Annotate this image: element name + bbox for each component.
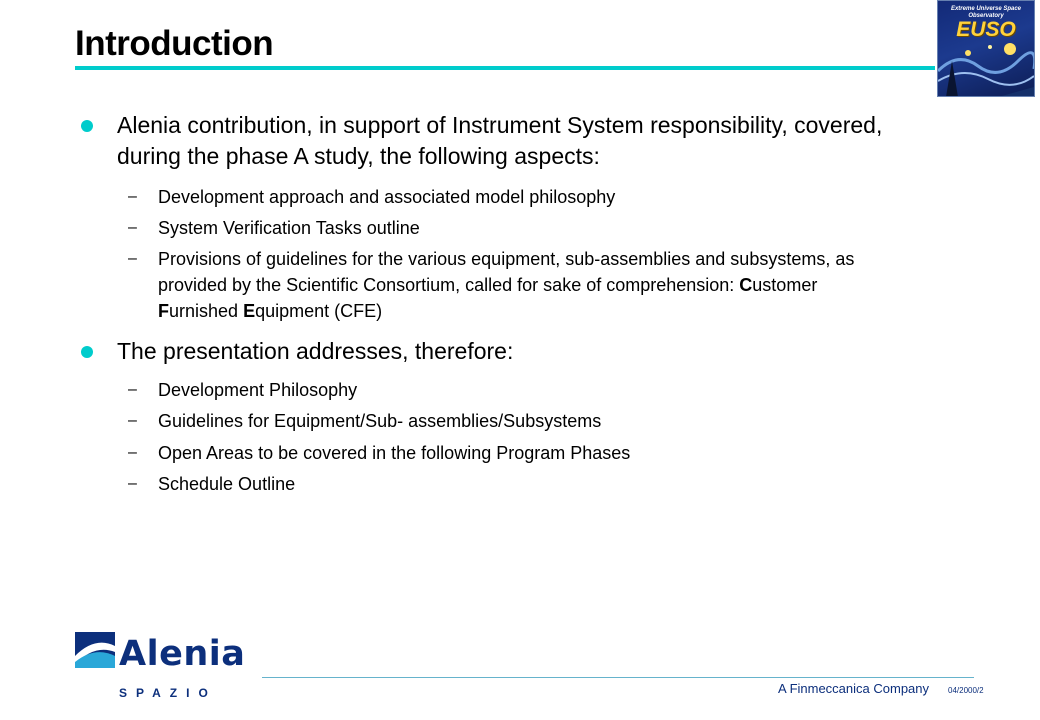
alenia-emblem-icon xyxy=(75,632,119,676)
dash-marker: – xyxy=(128,444,137,461)
emphasis-c: C xyxy=(739,275,753,295)
sub-item-text-f: urnished xyxy=(169,301,244,321)
emphasis-e: E xyxy=(243,301,256,321)
euso-tagline: Extreme Universe Space Observatory xyxy=(950,6,1022,19)
company-label: A Finmeccanica Company xyxy=(778,681,930,696)
sub-item xyxy=(128,408,898,434)
sub-item-text: Development Philosophy xyxy=(158,380,358,400)
dash-marker: – xyxy=(128,381,137,398)
title-underline xyxy=(75,66,935,70)
bullet-text: The presentation addresses, therefore: xyxy=(117,338,514,364)
euso-logo xyxy=(937,0,1035,97)
sub-item xyxy=(128,377,898,403)
sub-item-text-e: quipment (CFE) xyxy=(255,301,383,321)
emphasis-f: F xyxy=(158,301,169,321)
spazio-wordmark: SPAZIO xyxy=(119,686,217,700)
alenia-logo xyxy=(75,630,275,706)
sub-item-text: Guidelines for Equipment/Sub- assemblies/Subsystems xyxy=(158,411,602,431)
sub-item xyxy=(128,440,898,466)
sub-item-text: Open Areas to be covered in the following Program Phases xyxy=(158,443,631,463)
slide-date: 04/2000/2 xyxy=(948,686,984,695)
sub-item xyxy=(128,471,898,497)
sub-item-text: Schedule Outline xyxy=(158,474,296,494)
bullet-item xyxy=(117,336,917,367)
starry-night-icon xyxy=(938,41,1034,97)
slide-title: Introduction xyxy=(75,24,274,63)
dash-marker: – xyxy=(128,188,137,205)
sub-item xyxy=(128,246,898,324)
footer-divider xyxy=(262,677,974,678)
sub-item-text-before: Provisions of guidelines for the various equipment, sub-assemblies and subsystems, as provided by the Scientific Consortium, called for sake of comprehension: xyxy=(158,249,855,295)
bullet-item xyxy=(117,110,917,172)
dash-marker: – xyxy=(128,219,137,236)
sub-item-text-c: ustomer xyxy=(752,275,818,295)
dash-marker: – xyxy=(128,412,137,429)
dash-marker: – xyxy=(128,250,137,267)
sub-item-text: Development approach and associated model philosophy xyxy=(158,187,616,207)
bullet-dot-icon xyxy=(81,120,93,132)
euso-wordmark: EUSO xyxy=(956,18,1016,41)
sub-item-text: System Verification Tasks outline xyxy=(158,218,420,238)
sub-item xyxy=(128,215,898,241)
bullet-dot-icon xyxy=(81,346,93,358)
dash-marker: – xyxy=(128,475,137,492)
alenia-wordmark: Alenia xyxy=(119,634,246,674)
bullet-text: Alenia contribution, in support of Instrument System responsibility, covered, during the phase A study, the following aspects: xyxy=(117,112,883,169)
sub-item xyxy=(128,184,898,210)
